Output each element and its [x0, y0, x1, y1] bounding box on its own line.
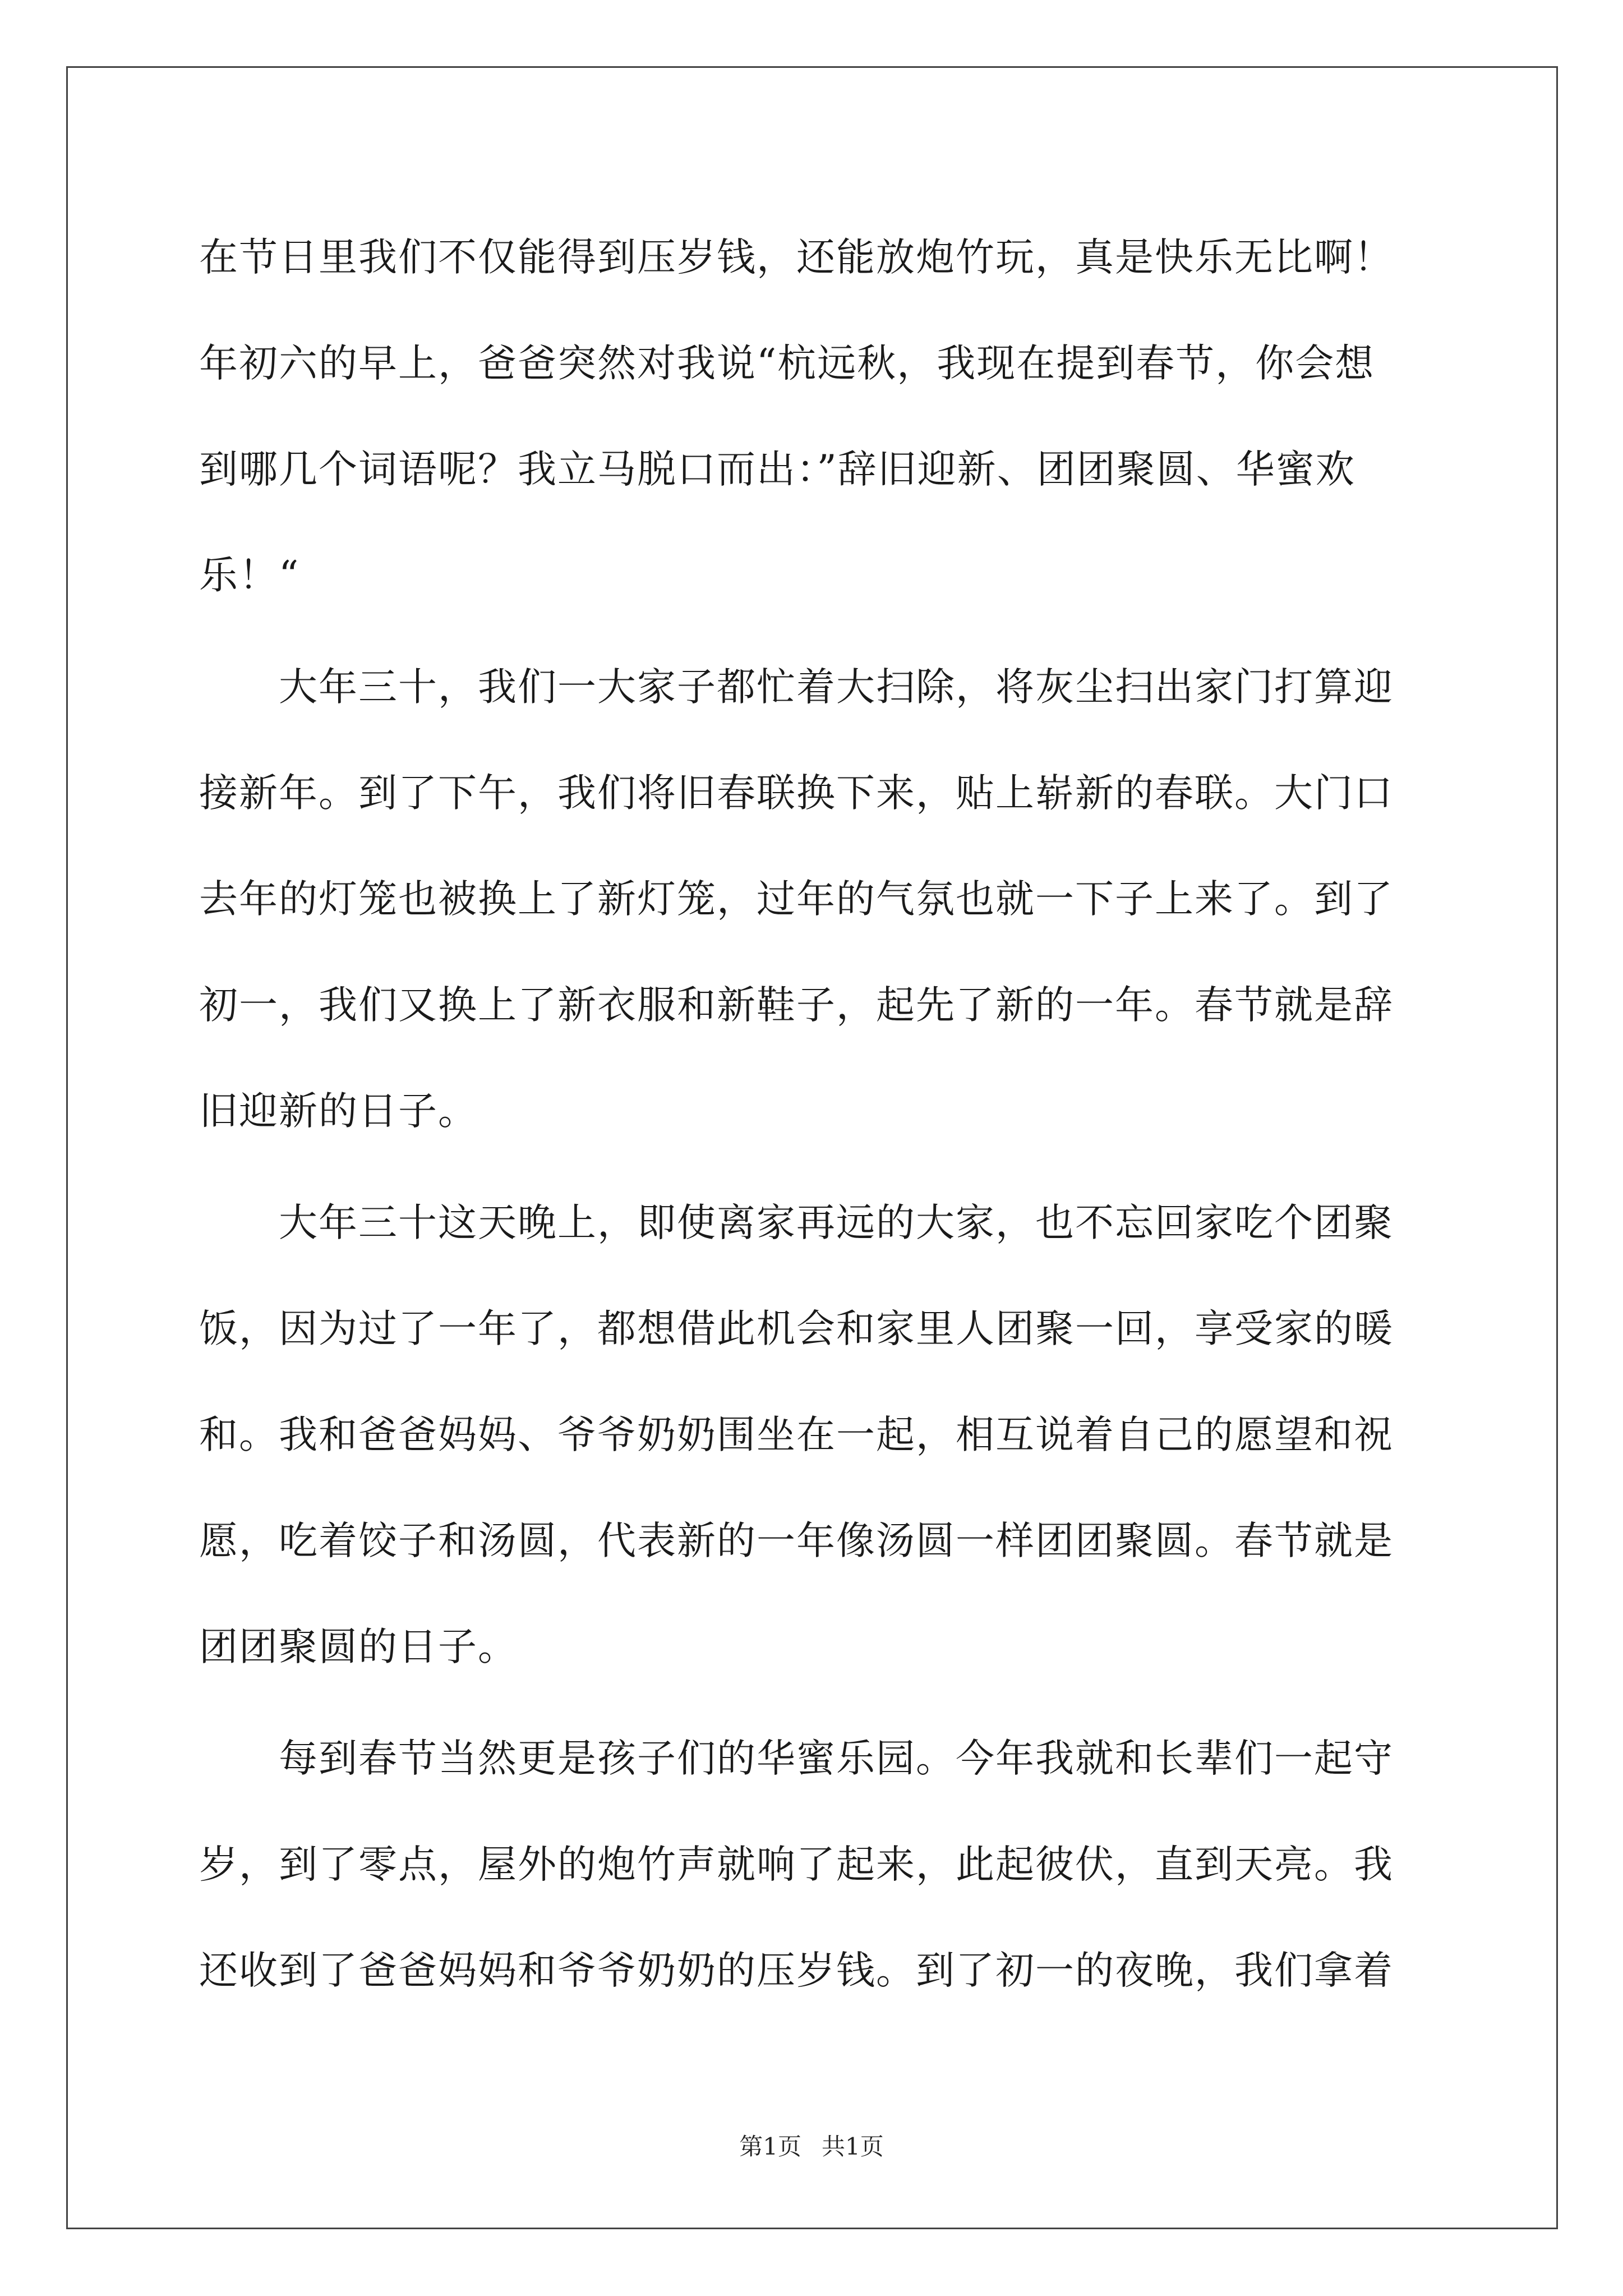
document-body — [199, 205, 1430, 2024]
page-footer — [0, 2130, 1623, 2164]
paragraph-gap — [199, 1700, 1430, 1706]
text-line: 还收到了爸爸妈妈和爷爷奶奶的压岁钱。到了初一的夜晚，我们拿着 — [199, 1948, 1394, 1993]
text-line: 到哪几个词语呢？我立马脱口而出：”辞旧迎新、团团聚圆、华蜜欢 — [199, 447, 1355, 492]
page-number: 第1页 — [739, 2133, 801, 2160]
text-line: 年初六的早上，爸爸突然对我说“杭远秋，我现在提到春节，你会想 — [199, 341, 1375, 386]
text-line: 团团聚圆的日子。 — [199, 1625, 518, 1669]
text-line: 每到春节当然更是孩子们的华蜜乐园。今年我就和长辈们一起守 — [199, 1736, 1394, 1781]
paragraph-gap — [199, 629, 1430, 634]
text-line: 和。我和爸爸妈妈、爷爷奶奶围坐在一起，相互说着自己的愿望和祝 — [199, 1412, 1394, 1457]
text-line: 在节日里我们不仅能得到压岁钱，还能放炮竹玩，真是快乐无比啊！ — [199, 235, 1394, 280]
text-line: 乐！“ — [199, 553, 300, 598]
text-line: 去年的灯笼也被换上了新灯笼，过年的气氛也就一下子上来了。到了 — [199, 877, 1394, 922]
text-line: 大年三十，我们一大家子都忙着大扫除，将灰尘扫出家门打算迎 — [199, 665, 1394, 710]
text-line: 饭，因为过了一年了，都想借此机会和家里人团聚一回，享受家的暖 — [199, 1306, 1394, 1351]
text-line: 岁，到了零点，屋外的炮竹声就响了起来，此起彼伏，直到天亮。我 — [199, 1842, 1394, 1887]
page-total: 共1页 — [822, 2133, 884, 2160]
paragraph-gap — [199, 1165, 1430, 1170]
text-line: 初一，我们又换上了新衣服和新鞋子，起先了新的一年。春节就是辞 — [199, 983, 1394, 1028]
text-line: 接新年。到了下午，我们将旧春联换下来，贴上崭新的春联。大门口 — [199, 771, 1394, 816]
text-line: 愿，吃着饺子和汤圆，代表新的一年像汤圆一样团团聚圆。春节就是 — [199, 1519, 1394, 1563]
text-line: 旧迎新的日子。 — [199, 1089, 478, 1134]
text-line: 大年三十这天晚上，即使离家再远的大家，也不忘回家吃个团聚 — [199, 1200, 1394, 1245]
